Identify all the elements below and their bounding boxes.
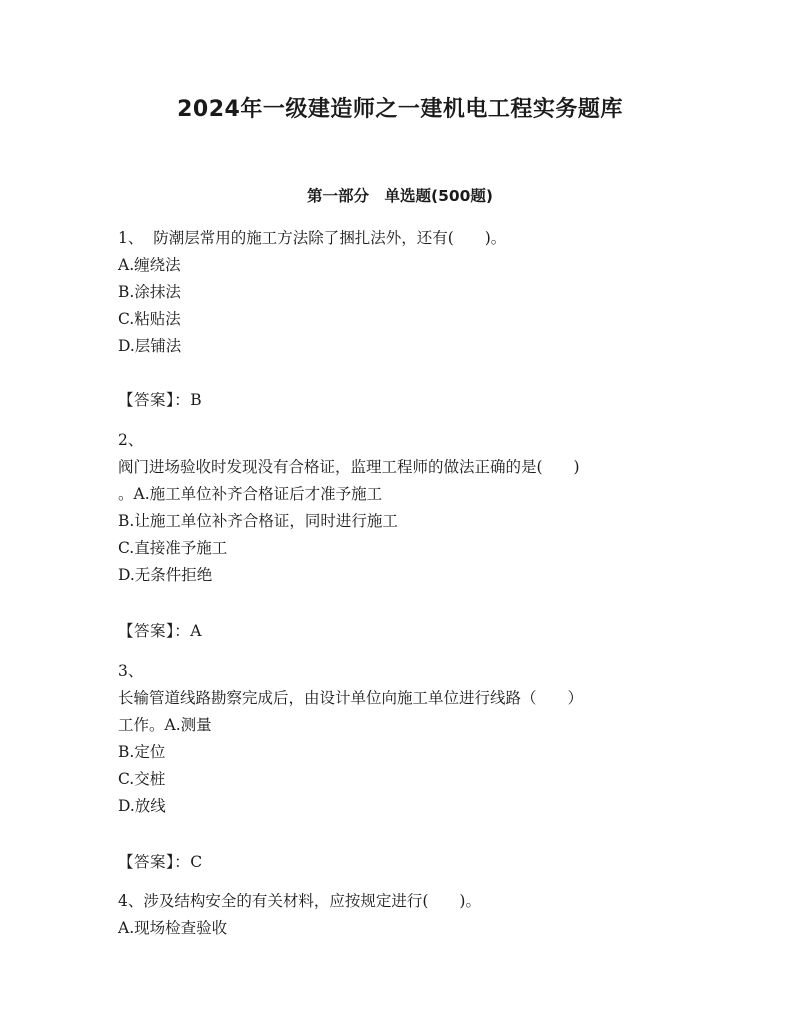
question-1-option-b: B.涂抹法 xyxy=(118,283,181,301)
question-1-option-a: A.缠绕法 xyxy=(118,256,181,274)
question-1-stem: 1、 防潮层常用的施工方法除了捆扎法外，还有( )。 xyxy=(118,229,507,247)
question-2-answer: 【答案】：A xyxy=(118,622,202,640)
question-3-answer: 【答案】：C xyxy=(118,853,203,871)
question-1-answer: 【答案】：B xyxy=(118,391,203,409)
question-4-stem: 4、涉及结构安全的有关材料，应按规定进行( )。 xyxy=(118,892,481,910)
question-3-stem-option-a: 工作。A.测量 xyxy=(118,716,212,734)
question-1-option-c: C.粘贴法 xyxy=(118,310,181,328)
question-2-stem: 阀门进场验收时发现没有合格证，监理工程师的做法正确的是( ) xyxy=(118,458,580,476)
question-2-option-c: C.直接准予施工 xyxy=(118,539,228,557)
question-4-option-a: A.现场检查验收 xyxy=(118,919,228,937)
question-3-stem: 长输管道线路勘察完成后，由设计单位向施工单位进行线路（ ） xyxy=(118,689,584,707)
question-3-number: 3、 xyxy=(118,662,144,680)
question-3-option-b: B.定位 xyxy=(118,743,166,761)
document-title: 2024年一级建造师之一建机电工程实务题库 xyxy=(177,97,623,122)
question-2-option-d: D.无条件拒绝 xyxy=(118,566,213,584)
question-3-option-d: D.放线 xyxy=(118,797,166,815)
question-1-option-d: D.层铺法 xyxy=(118,337,182,355)
question-3-option-c: C.交桩 xyxy=(118,770,166,788)
question-2-stem-option-a: 。A.施工单位补齐合格证后才准予施工 xyxy=(118,485,383,503)
question-2-option-b: B.让施工单位补齐合格证，同时进行施工 xyxy=(118,512,398,530)
section-title: 第一部分 单选题(500题) xyxy=(306,187,494,205)
question-2-number: 2、 xyxy=(118,431,144,449)
